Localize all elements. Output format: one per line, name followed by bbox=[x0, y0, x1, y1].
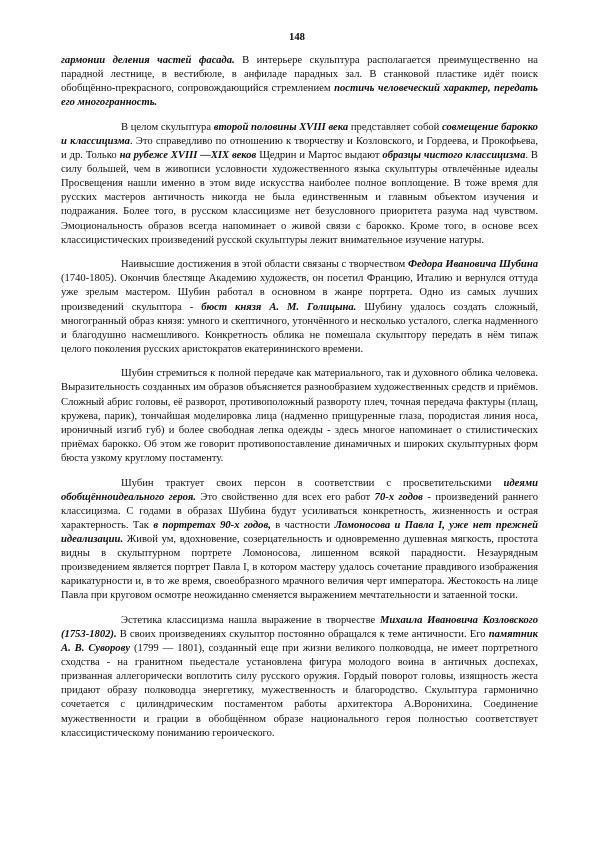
emphasis-text: совмещение барокко и классицизма bbox=[61, 121, 538, 147]
body-text: в частности bbox=[270, 519, 335, 531]
paragraph bbox=[61, 258, 538, 357]
body-text: (1799 — 1801), созданный еще при жизни великого полководца, не имеет портретного сходства - на гранитном пьедестале установлена фигура молодого воина в античных доспехах, призванная аллегорически воплотить силу русского оружия. Гордый поворот головы, изящность жеста придают образу полководца энергетику, мужественность и благородство. Скульптура гармонично сочетается с цилиндрическим постаментом работы архитектора А.Воронихина. Соединение мужественности и грации в обобщённом образе национального героя полностью соответствует классицистическому пониманию героического. bbox=[61, 643, 538, 739]
paragraph bbox=[61, 121, 538, 248]
body-text: Шубину удалось создать сложный, многогранный образ князя: умного и скептичного, утончённого и несколько усталого, слегка надменного и благодушно насмешливого. Конкретность облика не помешала скульптору передать в нём типаж целого поколения русских аристократов екатерининского времени. bbox=[61, 301, 539, 355]
emphasis-text: образцы чистого классицизма bbox=[382, 150, 526, 162]
emphasis-text: Федора Ивановича Шубина bbox=[408, 259, 539, 271]
paragraph bbox=[61, 477, 538, 604]
body-text: Щедрин и Мартос выдают bbox=[256, 150, 383, 162]
emphasis-text: памятник А. В. Суворову bbox=[61, 628, 538, 655]
paragraph bbox=[61, 367, 538, 466]
body-text: Наивысшие достижения в этой области связаны с творчеством bbox=[121, 259, 409, 271]
body-text: Эстетика классицизма нашла выражение в творчестве bbox=[121, 614, 380, 626]
emphasis-text: бюст князя А. М. Голицына. bbox=[201, 301, 357, 313]
paragraph bbox=[61, 54, 538, 110]
emphasis-text: в портретах 90-х годов, bbox=[153, 519, 271, 531]
body-text: Шубин трактует своих персон в соответствии с просветительскими bbox=[121, 477, 504, 489]
emphasis-text: гармонии деления частей фасада. bbox=[61, 55, 235, 66]
body-text: Шубин стремиться к полной передаче как материального, так и духовного облика человека. Выразительность созданных им образов объясняется разнообразием художественных средств и приёмов. Сложный абрис головы, её разворот, противоположный развороту плеч, точная передача фактуры (плащ, кружева, парик), тончайшая моделировка лица (надменно прищуренные глаза, породистая линия носа, ироничный изгиб губ) и более свободная лепка одежды - здесь многое напоминает о стилистических приёмах барокко. Об этом же говорит противопоставление динамичных и широких скульптурных форм бюста узкому круглому постаменту. bbox=[61, 368, 538, 464]
body-text: В целом скульптура bbox=[121, 121, 214, 133]
emphasis-text: на рубеже XVIII —XIX веков bbox=[119, 150, 257, 162]
page-number: 148 bbox=[289, 32, 305, 43]
body-text: . В силу большей, чем в живописи условности художественного языка скульптуры отвлечённые идеалы Просвещения нашли именно в этом виде искусства наиболее полное воплощение. В тоже время для русских мастеров античность никогда не была единственным и главным объектом изучения и подражания. Более того, в русском классицизме нет безусловного приоритета разума над чувством. Эмоциональность образов всегда напоминает о живой связи с барокко. Кроме того, в основе всех классицистических произведений русской скульптуры лежит внимательное изучение натуры. bbox=[61, 150, 538, 246]
document-body bbox=[61, 54, 538, 751]
emphasis-text: постичь человеческий характер, передать его многогранность. bbox=[61, 83, 539, 109]
body-text: Живой ум, вдохновение, созерцательность и одновременно душевная мягкость, простота видны в скульптурном портрете Ломоносова, лишенном всякой парадности. Незаурядным произведением является портрет Павла I, в котором мастеру удалось сочетание правдивого изображения карикатурности и, в то же время, своеобразного мрачного величия черт императора. Жестокость на лице Павла при круговом осмотре неожиданно сменяется выражением мечтательности и затаенной тоски. bbox=[61, 533, 538, 602]
body-text: представляет собой bbox=[348, 121, 443, 133]
emphasis-text: идеями обобщённоидеального героя. bbox=[61, 477, 538, 503]
body-text: (1740-1805). Окончив блестяще Академию художеств, он посетил Францию, Италию и вернулся оттуда уже зрелым мастером. Шубин работал в основном в жанре портрета. Одно из самых лучших произведений скульптора - bbox=[61, 273, 538, 313]
body-text: Это свойственно для всех его работ bbox=[195, 491, 375, 503]
emphasis-text: 70-х годов bbox=[374, 491, 423, 503]
body-text: - произведений раннего классицизма. С годами в образах Шубина будут усиливаться конкретность, жизненность и острая характерность. Так bbox=[61, 491, 539, 531]
body-text: В своих произведениях скульптор постоянно обращался к теме античности. Его bbox=[116, 628, 489, 640]
emphasis-text: Ломоносова и Павла I, уже нет прежней идеализации. bbox=[61, 519, 538, 545]
body-text: В интерьере скульптура располагается преимущественно на парадной лестнице, в вестибюле, в анфиладе парадных зал. В станковой пластике идёт поиск обобщённо-прекрасного, сопровождающийся стремлением bbox=[61, 55, 538, 95]
body-text: . Это справедливо по отношению к творчеству и Козловского, и Гордеева, и Прокофьева, и др. Только bbox=[61, 135, 539, 162]
paragraph bbox=[61, 614, 538, 741]
emphasis-text: второй половины XVIII века bbox=[213, 121, 349, 133]
emphasis-text: Михаила Ивановича Козловского (1753-1802). bbox=[61, 614, 538, 640]
